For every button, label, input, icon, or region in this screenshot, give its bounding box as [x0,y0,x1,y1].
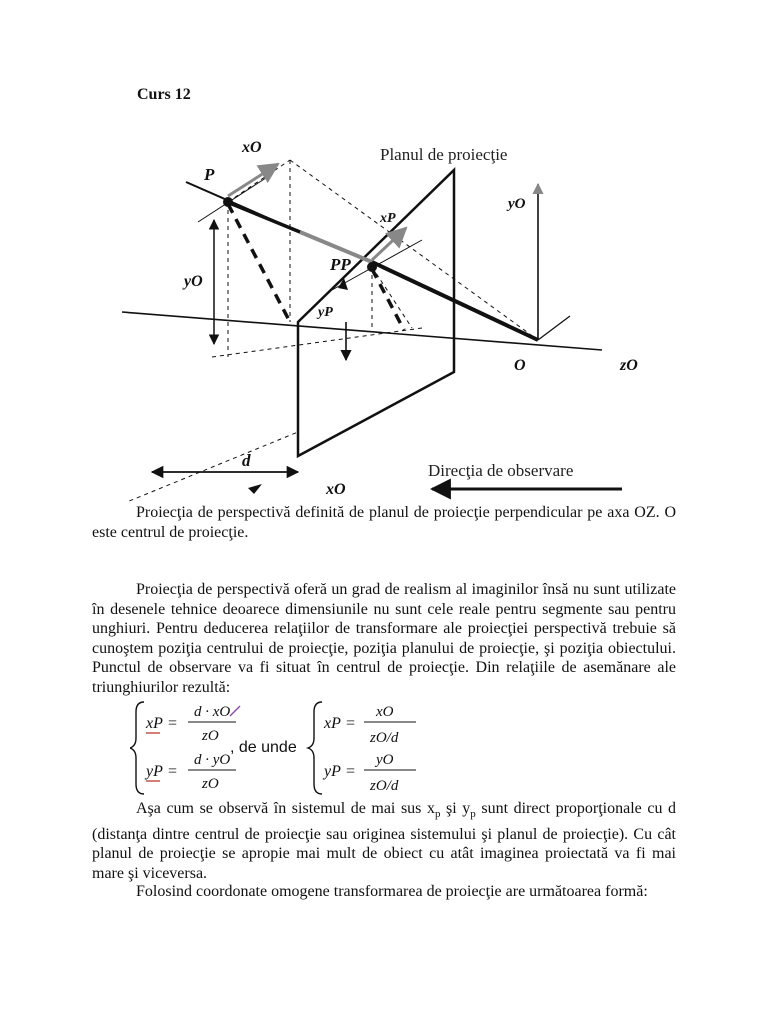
formula-yp-left: yP [146,763,163,780]
formula-xp-den: zO [202,728,219,744]
label-O: O [514,357,526,374]
formula-connector: , de unde [230,739,297,756]
formula-xp-left: xP [146,715,163,732]
horizontal-axis [122,312,602,350]
thick-dashed-lines [228,204,404,330]
paragraph-realism: Proiecţia de perspectivă oferă un grad de realism al imaginilor însă nu sunt utilizate în desenele tehnice deoarece dimensiunile nu sunt cele reale pentru segmente sau pentru unghiuri. Pentru deducerea relaţiilor de transformare ale proiecţiei perspectivă trebuie să cunoştem poziţia centrului de proiecţie, poziţia planului de proiecţie, şi poziţia obiectului. Punctul de observare va fi situat în centrul de proiecţie. Din relaţiile de asemănare ale triunghiurilor rezultă: [92,581,676,696]
label-Pp: PP [330,255,351,274]
svg-text:=: = [168,763,178,780]
formula-yp2-left: yP [324,763,341,780]
label-yo-left: yO [184,273,203,290]
svg-text:=: = [346,715,356,732]
projection-formula [130,698,430,798]
formula-yp-num: d · yO [194,752,231,768]
paragraph-proportional: Aşa cum se observă în sistemul de mai sus $x_p$ şi $y_p$ sunt direct proporţionale cu d (distanţa dintre centrul de proiecţie sau originea sistemului şi planul de proiecţie). Cu cât planul de proiecţie se apropie mai mult de obiect cu atât imaginea proiectată va fi mai mare şi viceversa. [92,800,677,882]
page-heading: Curs 12 [137,86,191,103]
paragraph-figure-caption: Proiecţia de perspectivă definită de planul de proiecţie perpendicular pe axa OZ. O este centrul de proiecţie. [92,504,676,541]
formula-xp2-left: xP [324,715,341,732]
xo-dimension-arrow [228,164,278,196]
label-plane: Planul de proiecţie [380,145,508,164]
label-xo-bottom: xO [326,481,346,498]
svg-text:=: = [346,763,356,780]
formula-yp-den: zO [202,776,219,792]
label-yo-axis: yO [508,196,526,212]
formula-xp2-num: xO [376,704,394,720]
paragraph-homogeneous: Folosind coordonate omogene transformarea de proiecţie are următoarea formă: [136,883,648,900]
label-d: d [242,451,251,470]
label-direction: Direcţia de observare [428,461,574,480]
svg-text:=: = [168,715,178,732]
label-xo-top: xO [242,139,262,156]
xo-axis-stub [538,316,570,340]
label-xp: xP [380,211,396,226]
formula-xp2-den: zO/d [370,730,399,746]
formula-yp2-num: yO [376,752,394,768]
formula-yp2-den: zO/d [370,778,399,794]
construction-lines [122,160,538,502]
perspective-projection-diagram [122,132,650,502]
label-zo: zO [620,357,638,374]
label-P: P [204,165,215,184]
formula-xp-num: d · xO [194,704,231,720]
label-yp: yP [318,305,333,320]
